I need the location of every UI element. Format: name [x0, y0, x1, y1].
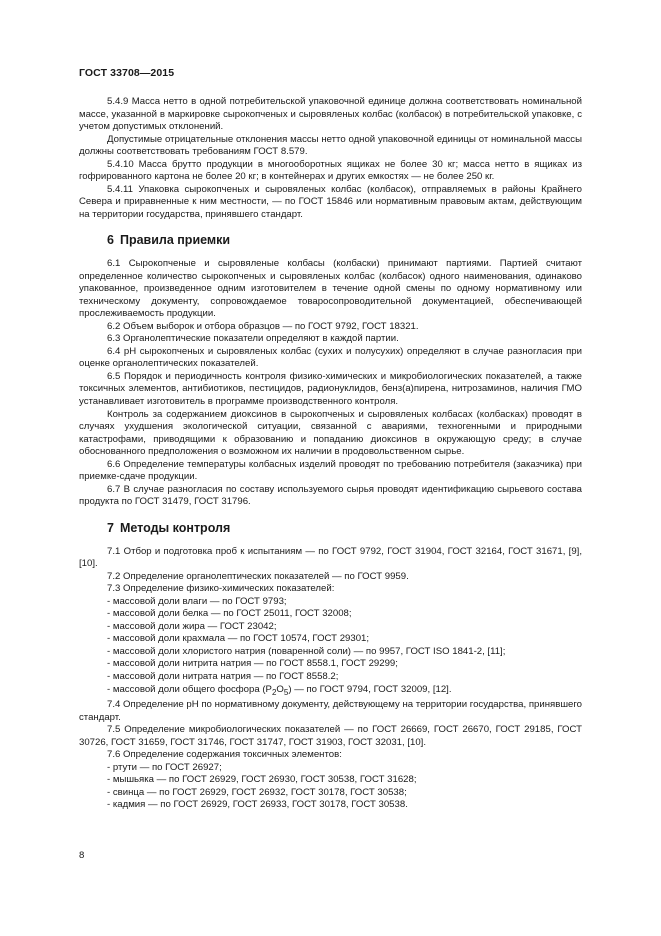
- list-item: - ртути — по ГОСТ 26927;: [107, 761, 222, 773]
- phosphorus-subscript-p: 2: [271, 687, 277, 697]
- paragraph-6-4: 6.4 pH сырокопченых и сыровяленых колбас (сухих и полусухих) определяют в случае разногласия при оценке органолептических показателей.: [79, 345, 582, 370]
- list-item: - свинца — по ГОСТ 26929, ГОСТ 26932, ГОСТ 30178, ГОСТ 30538;: [107, 786, 407, 798]
- section-6-number: 6: [107, 233, 114, 248]
- paragraph-5-4-9: 5.4.9 Масса нетто в одной потребительской упаковочной единице должна соответствовать номинальной массе, указанной в маркировке сырокопченых и сыровяленых колбас (колбасок) в потребительской упаковке, с учетом допустимых отклонений.: [79, 96, 582, 133]
- paragraph-5-4-11: 5.4.11 Упаковка сырокопченых и сыровяленых колбас (колбасок), отправляемых в районы Крайнего Севера и приравненные к ним местности, — по ГОСТ 15846 или нормативным правовым актам, действующим на территории государства, принявшего стандарт.: [79, 183, 582, 220]
- list-item: - массовой доли жира — ГОСТ 23042;: [107, 620, 277, 632]
- paragraph-6-3: 6.3 Органолептические показатели определяют в каждой партии.: [107, 333, 399, 345]
- list-item: - массовой доли хлористого натрия (поваренной соли) — по 9957, ГОСТ ISO 1841-2, [11];: [107, 645, 506, 657]
- paragraph-7-3: 7.3 Определение физико-химических показателей:: [107, 583, 335, 595]
- section-7-number: 7: [107, 520, 114, 535]
- list-item-phosphorus: [79, 684, 582, 699]
- paragraph-6-2: 6.2 Объем выборок и отбора образцов — по ГОСТ 9792, ГОСТ 18321.: [107, 320, 419, 332]
- list-item: - кадмия — по ГОСТ 26929, ГОСТ 26933, ГОСТ 30178, ГОСТ 30538.: [107, 799, 408, 811]
- paragraph-tolerance: Допустимые отрицательные отклонения массы нетто одной упаковочной единицы от номинальной массы должны соответствовать требованиям ГОСТ 8.579.: [79, 133, 582, 158]
- list-item: - массовой доли крахмала — по ГОСТ 10574, ГОСТ 29301;: [107, 633, 370, 645]
- section-7-title: Методы контроля: [119, 520, 231, 535]
- list-item: - массовой доли нитрита натрия — по ГОСТ 8558.1, ГОСТ 29299;: [107, 658, 398, 670]
- list-item: - мышьяка — по ГОСТ 26929, ГОСТ 26930, ГОСТ 30538, ГОСТ 31628;: [107, 774, 417, 786]
- paragraph-5-4-10: 5.4.10 Масса брутто продукции в многооборотных ящиках не более 30 кг; масса нетто в ящиках из гофрированного картона не более 20 кг; в контейнерах и других емкостях — не более 250 кг.: [79, 158, 582, 183]
- paragraph-6-1: 6.1 Сырокопченые и сыровяленые колбасы (колбаски) принимают партиями. Партией считают определенное количество сырокопченых и сыровяленых колбас (колбасок) одного наименования, одинаково упакованное, произведенное одним изготовителем в течение одной смены по одному нормативному или техническому документу, сопровождаемое товаросопроводительной документацией, обеспечивающей прослеживаемость продукции.: [79, 258, 582, 320]
- page-body: [79, 96, 582, 812]
- phosphorus-text-pre: - массовой доли общего фосфора (P: [107, 683, 272, 695]
- paragraph-6-7: 6.7 В случае разногласия по составу используемого сырья проводят идентификацию сырьевого состава продукта по ГОСТ 31479, ГОСТ 31796.: [79, 483, 582, 508]
- paragraph-7-4: 7.4 Определение pH по нормативному документу, действующему на территории государства, принявшего стандарт.: [79, 698, 582, 723]
- section-7-heading: [79, 522, 582, 535]
- phosphorus-text-post: ) — по ГОСТ 9794, ГОСТ 32009, [12].: [288, 683, 452, 695]
- list-item: - массовой доли нитрата натрия — по ГОСТ 8558.2;: [107, 670, 339, 682]
- paragraph-7-6: 7.6 Определение содержания токсичных элементов:: [107, 749, 342, 761]
- page-number: 8: [79, 850, 85, 861]
- phosphorus-subscript-o: 5: [283, 687, 289, 697]
- paragraph-7-2: 7.2 Определение органолептических показателей — по ГОСТ 9959.: [107, 570, 409, 582]
- list-item: - массовой доли белка — по ГОСТ 25011, ГОСТ 32008;: [107, 608, 352, 620]
- phosphorus-text-o: O: [276, 683, 284, 695]
- section-6-heading: [79, 234, 582, 247]
- paragraph-7-1: 7.1 Отбор и подготовка проб к испытаниям — по ГОСТ 9792, ГОСТ 31904, ГОСТ 32164, ГОСТ 31671, [9], [10].: [79, 545, 582, 570]
- paragraph-dioxin-control: Контроль за содержанием диоксинов в сырокопченых и сыровяленых колбасах (колбасках) проводят в случаях ухудшения экологической ситуации, связанной с авариями, техногенными и природными катастрофами, приводящими к образованию и попаданию диоксинов в окружающую среду; в случае обоснованного предположения о возможном их наличии в продовольственном сырье.: [79, 408, 582, 458]
- list-item: - массовой доли влаги — по ГОСТ 9793;: [107, 595, 287, 607]
- paragraph-6-5: 6.5 Порядок и периодичность контроля физико-химических и микробиологических показателей, а также токсичных элементов, антибиотиков, пестицидов, радионуклидов, бенз(а)пирена, нитрозаминов, наличия ГМО устанавливает изготовитель в программе производственного контроля.: [79, 370, 582, 408]
- paragraph-6-6: 6.6 Определение температуры колбасных изделий проводят по требованию потребителя (заказчика) при приемке-сдаче продукции.: [79, 458, 582, 483]
- paragraph-7-5: 7.5 Определение микробиологических показателей — по ГОСТ 26669, ГОСТ 26670, ГОСТ 29185, ГОСТ 30726, ГОСТ 31659, ГОСТ 31746, ГОСТ 31747, ГОСТ 31903, ГОСТ 32031, [10].: [79, 724, 582, 748]
- document-code-header: ГОСТ 33708—2015: [79, 67, 175, 79]
- section-6-title: Правила приемки: [119, 233, 231, 248]
